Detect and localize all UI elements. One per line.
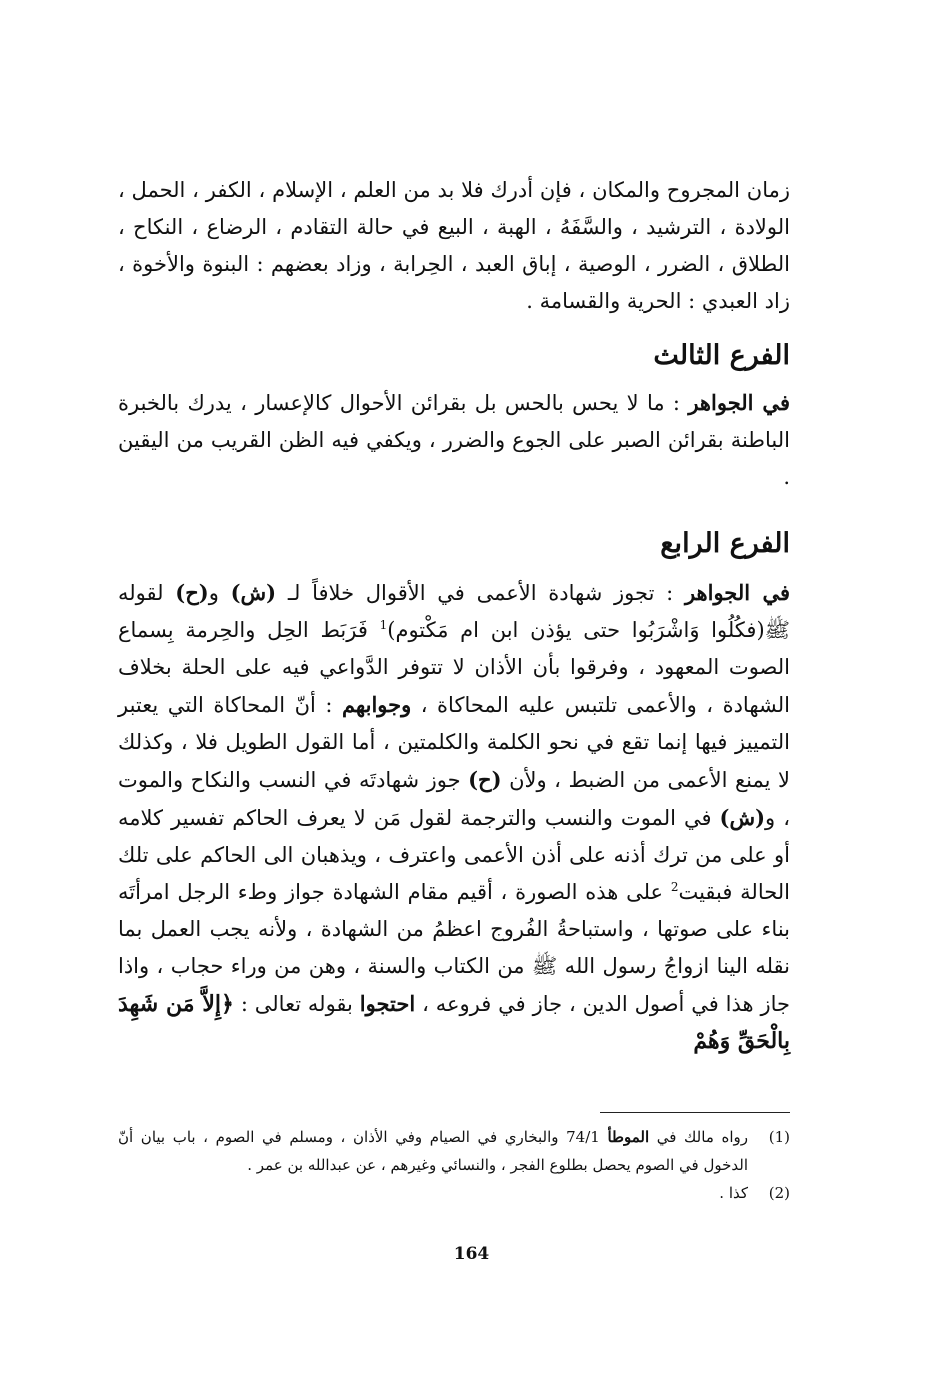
footnote-number: (1) [768,1128,790,1146]
footnote-text: كذا . [719,1184,748,1202]
paragraph-third-branch [118,384,790,496]
footnote-text [118,1123,748,1179]
footnote-text-segment: 74/1 والبخاري في الصيام وفي الأذان ، ومسلم في الصوم ، باب بيان أنّ الدخول في الصوم يحصل بطلوع الفجر ، والنسائي وغيرهم ، عن عبدالله بن عمر . [118,1128,748,1174]
source-reference: في الجواهر [688,390,790,415]
section-heading-third-branch: الفرع الثالث [653,340,790,371]
text-segment: جوز شهادتَه في النسب والنكاح والموت ، و [118,768,790,830]
book-title: الموطأ [607,1128,650,1146]
footnote-divider [600,1112,790,1113]
text-segment: بقوله تعالى : [240,992,353,1016]
school-abbreviation: (ش) [719,805,766,830]
source-reference: في الجواهر [684,580,790,605]
quran-verse: ﴿إِلاَّ مَن شَهِدَ بِالْحَقِّ وَهُمْ [118,991,790,1054]
keyword-argued: احتجوا [359,991,416,1016]
school-abbreviation: (ش) [230,580,277,605]
section-heading-fourth-branch: الفرع الرابع [660,528,790,559]
main-text [118,172,790,1060]
text-segment: في الموت والنسب والترجمة لقول مَن لا يعرف الحاكم تفسير كلامه أو على من ترك أذنه على أذن الأعمى واعترف ، ويذهبان الى الحاكم على تلك الحالة فبقيت [118,806,791,904]
text-segment: : أنّ المحاكاة التي يعتبر التمييز فيها إنما تقع في نحو الكلمة والكلمتين ، أما القول الطويل فلا ، وكذلك لا يمنع الأعمى من الضبط ، ولأن [118,693,790,792]
paragraph-fourth-branch [118,574,790,1060]
paragraph-text: زمان المجروح والمكان ، فإن أدرك فلا بد من العلم ، الإسلام ، الكفر ، الحمل ، الولادة ، الترشيد ، والسَّفَهُ ، الهبة ، البيع في حالة التقادم ، الرضاع ، النكاح ، الطلاق ، الضرر ، الوصية ، إباق العبد ، الحِرابة ، وزاد بعضهم : البنوة والأخوة ، زاد العبدي : الحرية والقسامة . [118,178,790,313]
text-segment: على هذه الصورة ، أقيم مقام الشهادة جواز وطء الرجل امرأتَه بناء على صوتها ، واستباحةُ الفُروج اعظمُ من الشهادة ، ولأنه يجب العمل بما نقله الينا ازواجُ رسول الله ﷺ من الكتاب والسنة ، وهن من وراء حجاب ، واذا جاز هذا في أصول الدين ، جاز في فروعه ، [118,880,790,1016]
page-number: 164 [453,1244,490,1264]
footnote-reference: 2 [670,880,679,894]
footnote-number: (2) [768,1184,790,1202]
paragraph-text: : ما لا يحس بالحس بل بقرائن الأحوال كالإعسار ، يدرك بالخبرة الباطنة بقرائن الصبر على الجوع والضرر ، ويكفي فيه الظن القريب من اليقين . [118,391,790,489]
footnote-1 [118,1123,790,1179]
school-abbreviation: (ح) [175,580,209,605]
text-segment: : تجوز شهادة الأعمى في الأقوال خلافاً لـ [287,581,674,605]
footnotes [118,1112,790,1207]
keyword-response: وجوابهم [341,692,412,717]
text-segment: و [208,581,219,605]
footnote-2 [118,1179,790,1207]
school-abbreviation: (ح) [468,767,502,792]
text-segment: لقوله ﷺ(فكُلُوا وَاشْرَبُوا حتى يؤذن ابن ام مَكْتوم) [118,581,791,642]
footnote-reference: 1 [379,618,388,632]
text-segment: فَرَبَط الحِل والحِرمة بِسماع الصوت المعهود ، وفرقوا بأن الأذان لا تتوفر الدَّواعي فيه على الحلة بخلاف الشهادة ، والأعمى تلتبس عليه المحاكاة ، [118,618,790,717]
paragraph-continuation [118,172,790,320]
footnote-text-segment: رواه مالك في [656,1128,748,1146]
